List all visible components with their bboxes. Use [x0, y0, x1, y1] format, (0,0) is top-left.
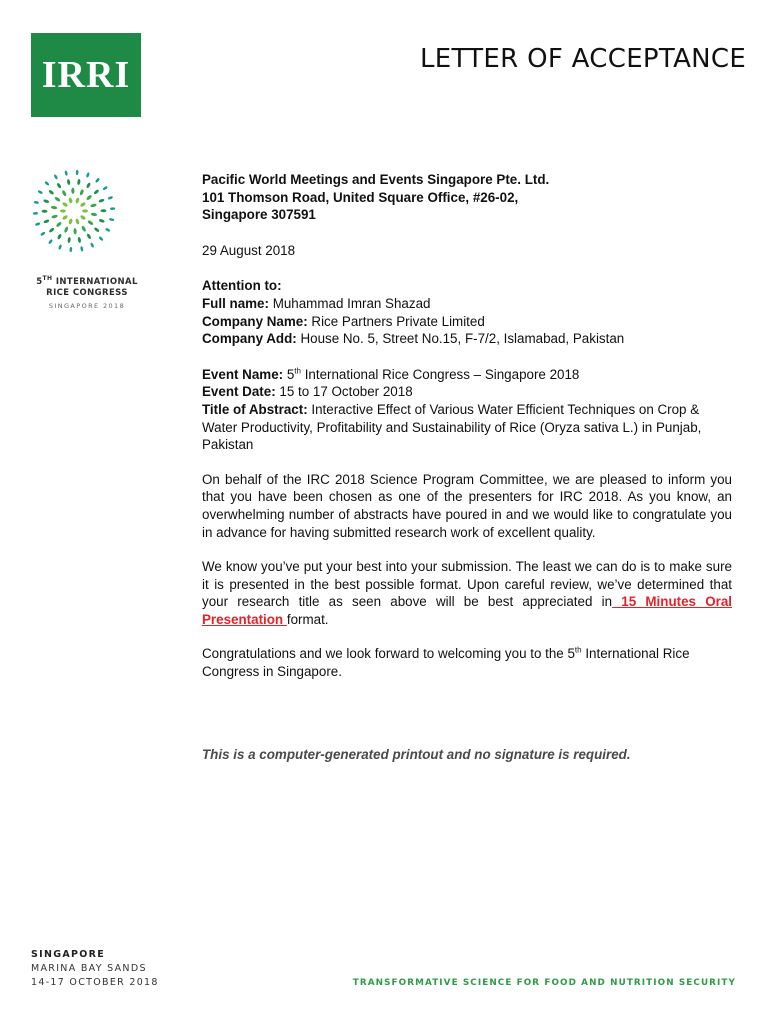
- company-value: Rice Partners Private Limited: [307, 313, 485, 329]
- rice-grain-icon: [60, 209, 66, 212]
- rice-grain-icon: [43, 199, 50, 204]
- rice-grain-icon: [62, 214, 69, 220]
- presentation-format-highlight: 15 Minutes Oral Presentation: [202, 594, 732, 627]
- fullname-row: [202, 295, 732, 313]
- footer-tagline: TRANSFORMATIVE SCIENCE FOR FOOD AND NUTRITION SECURITY: [352, 978, 736, 988]
- rice-congress-emblem-icon: [28, 165, 120, 257]
- rice-grain-icon: [81, 225, 87, 232]
- company-row: [202, 313, 732, 331]
- rice-grain-icon: [79, 189, 84, 196]
- rice-grain-icon: [48, 227, 54, 233]
- rice-grain-icon: [107, 196, 113, 200]
- event-date-label: Event Date:: [202, 384, 276, 400]
- event-date-row: [202, 383, 732, 401]
- rice-grain-icon: [75, 197, 80, 204]
- rice-grain-icon: [87, 220, 94, 226]
- rice-grain-icon: [91, 212, 98, 216]
- paragraph-3-text: Congratulations and we look forward to welcoming you to the 5: [202, 646, 575, 662]
- rice-grain-icon: [98, 236, 103, 241]
- computer-generated-note: This is a computer-generated printout and no signature is required.: [202, 747, 631, 762]
- congress-name: [28, 277, 146, 299]
- venue-name: MARINA BAY SANDS: [31, 963, 147, 974]
- company-label: Company Name:: [202, 313, 308, 329]
- company-address-label: Company Add:: [202, 331, 297, 347]
- event-name-post: International Rice Congress – Singapore 2018: [300, 366, 580, 382]
- rice-grain-icon: [35, 222, 41, 226]
- abstract-label: Title of Abstract:: [202, 401, 308, 417]
- page-title: LETTER OF ACCEPTANCE: [420, 44, 747, 74]
- rice-grain-icon: [82, 209, 88, 212]
- venue-block: [31, 948, 159, 990]
- rice-grain-icon: [80, 246, 84, 252]
- rice-grain-icon: [86, 182, 91, 189]
- rice-grain-icon: [98, 218, 105, 223]
- rice-grain-icon: [109, 218, 115, 222]
- venue-dates: 14-17 OCTOBER 2018: [31, 977, 159, 988]
- rice-grain-icon: [42, 210, 48, 213]
- rice-grain-icon: [56, 221, 63, 227]
- paragraph-3-sup: th: [574, 646, 582, 655]
- rice-grain-icon: [33, 212, 38, 215]
- rice-grain-icon: [86, 194, 93, 200]
- event-name-sup: th: [294, 366, 301, 376]
- letter-date: 29 August 2018: [202, 242, 296, 258]
- irri-logo: [31, 33, 141, 117]
- rice-grain-icon: [53, 174, 58, 180]
- paragraph-3-end: International Rice Congress in Singapore.: [202, 646, 690, 680]
- rice-grain-icon: [94, 227, 100, 233]
- rice-grain-icon: [56, 182, 62, 189]
- rice-grain-icon: [86, 172, 90, 178]
- rice-grain-icon: [48, 239, 53, 245]
- paragraph-1: On behalf of the IRC 2018 Science Program Committee, we are pleased to inform you that you have been chosen as one of the presenters for IRC 2018. As you know, an overwhelming number of abstracts have poured in and we would like to congratulate you in advance for having submitted research work of excellent quality.: [202, 471, 732, 540]
- rice-grain-icon: [75, 218, 80, 225]
- rice-grain-icon: [64, 170, 68, 176]
- rice-grain-icon: [44, 181, 49, 186]
- paragraph-2: [202, 558, 732, 628]
- rice-grain-icon: [93, 189, 99, 195]
- company-address-row: [202, 330, 732, 348]
- paragraph-3: [202, 645, 732, 680]
- rice-grain-icon: [76, 170, 79, 175]
- congress-number: 5: [36, 277, 43, 287]
- rice-grain-icon: [86, 233, 92, 240]
- congress-location: SINGAPORE 2018: [48, 302, 126, 310]
- rice-grain-icon: [34, 201, 40, 205]
- rice-grain-icon: [67, 179, 71, 185]
- rice-grain-icon: [61, 190, 67, 197]
- rice-grain-icon: [98, 198, 105, 203]
- rice-grain-icon: [77, 237, 81, 243]
- congress-name-line1: [28, 277, 146, 288]
- rice-grain-icon: [90, 242, 95, 248]
- recipient-address: [202, 171, 732, 224]
- rice-grain-icon: [58, 244, 62, 250]
- congress-name-line2: RICE CONGRESS: [46, 288, 128, 298]
- rice-grain-icon: [90, 203, 97, 208]
- rice-grain-icon: [102, 186, 108, 191]
- rice-grain-icon: [51, 214, 58, 219]
- rice-grain-icon: [48, 189, 54, 195]
- letter-body: [202, 171, 732, 681]
- rice-grain-icon: [95, 177, 100, 183]
- rice-grain-icon: [54, 196, 61, 202]
- address-line: 101 Thomson Road, United Square Office, #26-02,: [202, 189, 519, 205]
- irri-logo-text: IRRI: [41, 54, 131, 96]
- paragraph-2-end: format.: [286, 611, 329, 627]
- event-name-pre: 5: [283, 366, 295, 382]
- rice-grain-icon: [51, 206, 58, 210]
- paragraph-2-text: We know you’ve put your best into your submission. The least we can do is to make sure it is presented in the best possible format. Upon careful review, we’ve determined that your research title as seen above will be best appreciated in: [202, 559, 732, 610]
- venue-city: SINGAPORE: [31, 949, 106, 960]
- event-date-value: 15 to 17 October 2018: [275, 384, 413, 400]
- event-name-label: Event Name:: [202, 366, 284, 382]
- rice-grain-icon: [40, 231, 46, 236]
- abstract-value: Interactive Effect of Various Water Efficient Techniques on Crop & Water Productivity, Profitability and Sustainability of Rice (Oryza sativa L.) in Punjab, Pakistan: [202, 401, 702, 453]
- fullname-label: Full name:: [202, 295, 269, 311]
- rice-grain-icon: [64, 226, 69, 233]
- rice-grain-icon: [62, 201, 69, 207]
- rice-grain-icon: [71, 188, 74, 194]
- event-name-row: [202, 366, 732, 384]
- rice-grain-icon: [80, 201, 87, 207]
- rice-grain-icon: [43, 219, 50, 224]
- fullname-value: Muhammad Imran Shazad: [268, 295, 431, 311]
- rice-grain-icon: [37, 190, 43, 195]
- rice-grain-icon: [73, 228, 76, 234]
- rice-grain-icon: [110, 207, 115, 210]
- rice-grain-icon: [68, 218, 73, 225]
- attention-label: Attention to:: [202, 278, 282, 294]
- rice-grain-icon: [68, 197, 73, 204]
- congress-number-suffix: TH: [42, 275, 53, 283]
- rice-grain-icon: [105, 227, 111, 232]
- rice-grain-icon: [77, 179, 81, 185]
- rice-grain-icon: [69, 247, 72, 252]
- abstract-row: [202, 401, 732, 454]
- company-address-value: House No. 5, Street No.15, F-7/2, Islamabad, Pakistan: [296, 331, 625, 347]
- address-line: Singapore 307591: [202, 207, 316, 223]
- rice-grain-icon: [80, 214, 87, 220]
- rice-grain-icon: [100, 209, 106, 212]
- rice-grain-icon: [57, 233, 62, 240]
- rice-grain-icon: [67, 237, 71, 243]
- address-line: Pacific World Meetings and Events Singapore Pte. Ltd.: [202, 172, 550, 187]
- congress-name-word: INTERNATIONAL: [52, 277, 138, 287]
